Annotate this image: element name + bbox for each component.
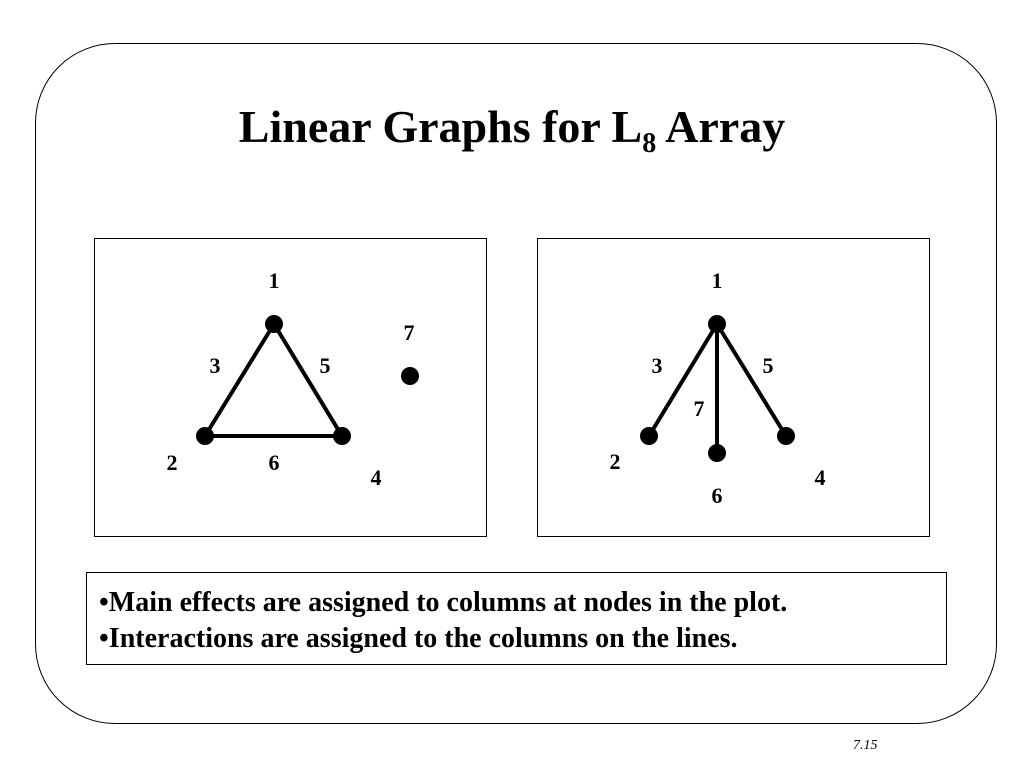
notes-box: [86, 572, 947, 665]
note-interactions: •Interactions are assigned to the columns on the lines.: [99, 623, 738, 654]
edge-label-5: 5: [762, 353, 774, 378]
title-subscript: 8: [642, 127, 657, 159]
edge-label-6: 6: [268, 450, 280, 475]
edge-5: [717, 324, 786, 436]
node-1: [708, 315, 726, 333]
node-label-4: 4: [370, 465, 382, 490]
star-graph-panel: [537, 238, 930, 537]
node-label-2: 2: [166, 450, 178, 475]
triangle-graph: [95, 239, 488, 538]
node-6: [708, 444, 726, 462]
node-label-1: 1: [268, 268, 280, 293]
star-graph: [538, 239, 931, 538]
node-7: [401, 367, 419, 385]
node-label-1: 1: [711, 268, 723, 293]
node-label-6: 6: [711, 483, 723, 508]
title-text: Linear Graphs for L: [238, 101, 643, 152]
node-2: [196, 427, 214, 445]
node-label-4: 4: [814, 465, 826, 490]
node-2: [640, 427, 658, 445]
node-1: [265, 315, 283, 333]
edge-label-5: 5: [319, 353, 331, 378]
node-4: [333, 427, 351, 445]
node-label-7: 7: [403, 320, 415, 345]
node-label-2: 2: [609, 449, 621, 474]
page-number: 7.15: [853, 738, 878, 753]
edge-5: [274, 324, 342, 436]
page-title: [0, 101, 1024, 159]
triangle-graph-panel: [94, 238, 487, 537]
note-main-effects: •Main effects are assigned to columns at nodes in the plot.: [99, 587, 788, 618]
edge-label-3: 3: [209, 353, 221, 378]
edge-label-3: 3: [651, 353, 663, 378]
edge-label-7: 7: [693, 396, 705, 421]
node-4: [777, 427, 795, 445]
title-suffix: Array: [656, 101, 786, 152]
edge-3: [205, 324, 274, 436]
